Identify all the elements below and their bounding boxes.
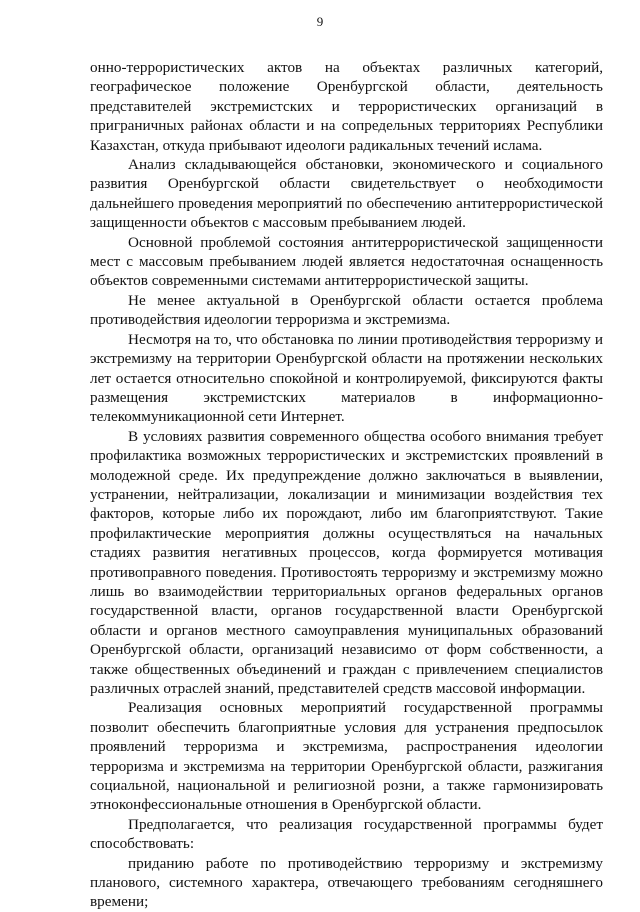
document-body (90, 58, 603, 912)
paragraph: Реализация основных мероприятий государственной программы позволит обеспечить благоприятные условия для устранения предпосылок проявлений терроризма и экстремизма, распространения идеологии терроризма и экстремизма на территории Оренбургской области, разжигания социальной, национальной и религиозной розни, а также гармонизировать этноконфессиональные отношения в Оренбургской области. (90, 699, 603, 814)
paragraph: В условиях развития современного общества особого внимания требует профилактика возможных террористических и экстремистских проявлений в молодежной среде. Их предупреждение должно заключаться в выявлении, устранении, нейтрализации, локализации и минимизации воздействия тех факторов, которые либо их порождают, либо им благоприятствуют. Такие профилактические мероприятия должны осуществляться на начальных стадиях развития негативных процессов, когда формируется мотивация противоправного поведения. Противостоять терроризму и экстремизму можно лишь во взаимодействии территориальных органов федеральных органов государственной власти, органов государственной власти Оренбургской области и органов местного самоуправления муниципальных образований Оренбургской области, организаций независимо от форм собственности, а также общественных объединений и граждан с привлечением специалистов различных отраслей знаний, представителей средств массовой информации. (90, 427, 603, 697)
paragraph: приданию работе по противодействию терроризму и экстремизму планового, системного характера, отвечающего требованиям сегодняшнего времени; (90, 854, 603, 911)
paragraph: Несмотря на то, что обстановка по линии противодействия терроризму и экстремизму на территории Оренбургской области на протяжении нескольких лет остается относительно спокойной и контролируемой, фиксируются факты размещения экстремистских материалов в информационно-телекоммуникационной сети Интернет. (90, 330, 603, 426)
page-number: 9 (316, 14, 324, 29)
paragraph: Основной проблемой состояния антитеррористической защищенности мест с массовым пребыванием людей является недостаточная оснащенность объектов современными системами антитеррористической защиты. (90, 233, 603, 290)
paragraph: Не менее актуальной в Оренбургской области остается проблема противодействия идеологии терроризма и экстремизма. (90, 291, 603, 329)
paragraph: Анализ складывающейся обстановки, экономического и социального развития Оренбургской области свидетельствует о необходимости дальнейшего проведения мероприятий по обеспечению антитеррористической защищенности объектов с массовым пребыванием людей. (90, 156, 603, 232)
paragraph: онно-террористических актов на объектах различных категорий, географическое положение Оренбургской области, деятельность представителей экстремистских и террористических организаций в приграничных районах области и на сопредельных территориях Республики Казахстан, откуда прибывают идеологи радикальных течений ислама. (90, 59, 603, 154)
paragraph: Предполагается, что реализация государственной программы будет способствовать: (90, 815, 603, 853)
